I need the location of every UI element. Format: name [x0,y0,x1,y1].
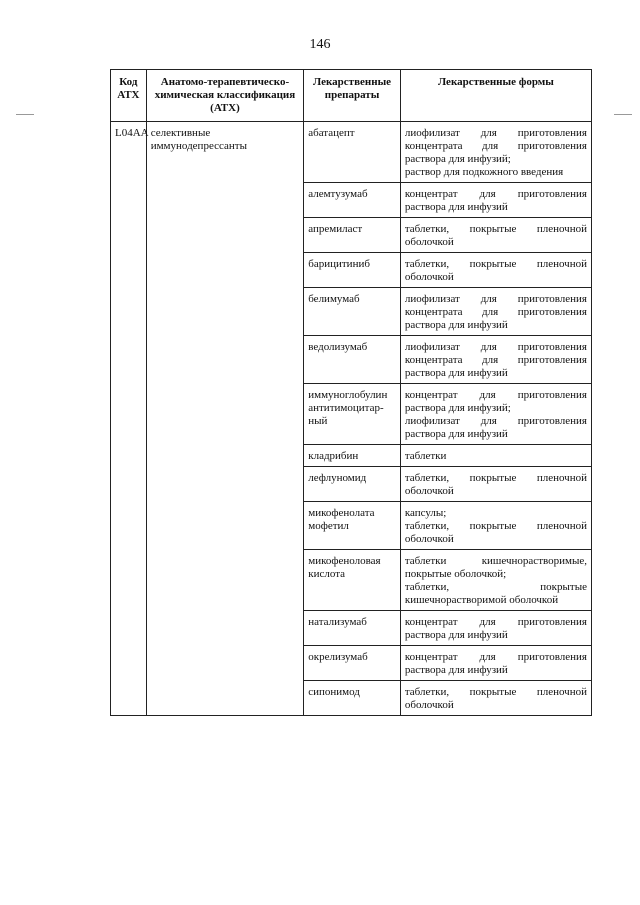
table-row [111,122,592,183]
dosage-form-cell [400,502,591,550]
dosage-form-cell [400,122,591,183]
dosage-form-entry: таблетки, покрытые пленочной оболочкой [404,258,587,283]
dosage-form-entry: таблетки кишечнорастворимые, покрытые оболочкой; [404,555,587,580]
dosage-form-entry: лиофилизат для приготовления раствора для инфузий [404,415,587,440]
dosage-form-entry: таблетки, покрытые пленочной оболочкой [404,520,587,545]
drug-name-cell [304,336,401,384]
drug-name-line: ный [308,415,328,427]
dosage-form-cell [400,445,591,467]
dosage-form-cell [400,384,591,445]
dosage-form-cell [400,218,591,253]
drug-name-cell [304,646,401,681]
left-margin-mark [16,114,34,115]
right-margin-mark [614,114,632,115]
drug-name-cell [304,384,401,445]
dosage-form-cell [400,550,591,611]
dosage-form-entry: таблетки, покрытые кишечнорастворимой оболочкой [404,581,587,606]
dosage-form-entry: раствор для подкожного введения [404,166,564,178]
drug-name-cell [304,122,401,183]
drug-name-line: микофенолата [308,507,375,519]
dosage-form-entry: концентрат для приготовления раствора для инфузий; [404,389,587,414]
drug-name-cell [304,681,401,716]
header-forms: Лекарственные формы [400,70,591,122]
drug-name-line: белимумаб [308,293,360,305]
dosage-form-cell [400,611,591,646]
header-classification: Анатомо-терапевтическо-химическая классификация (АТХ) [146,70,304,122]
dosage-form-entry: лиофилизат для приготовления концентрата для приготовления раствора для инфузий [404,341,587,379]
drug-name-line: кислота [308,568,346,580]
drug-name-cell [304,550,401,611]
dosage-form-entry: концентрат для приготовления раствора для инфузий [404,188,587,213]
drug-name-cell [304,183,401,218]
table-header-row [111,70,592,122]
dosage-form-entry: лиофилизат для приготовления концентрата для приготовления раствора для инфузий [404,293,587,331]
dosage-form-entry: концентрат для приготовления раствора для инфузий [404,651,587,676]
drug-name-cell [304,218,401,253]
drug-name-line: натализумаб [308,616,367,628]
header-drugs: Лекарственные препараты [304,70,401,122]
dosage-form-cell [400,681,591,716]
drug-name-cell [304,288,401,336]
dosage-form-entry: капсулы; [404,507,447,519]
drug-name-cell [304,502,401,550]
dosage-form-cell [400,183,591,218]
drug-name-line: мофетил [308,520,349,532]
drug-name-line: микофеноловая [308,555,381,567]
drug-name-line: иммуноглобулин [308,389,388,401]
drug-name-line: барицитиниб [308,258,370,270]
drug-name-cell [304,253,401,288]
header-code: Код АТХ [111,70,147,122]
drug-name-cell [304,611,401,646]
dosage-form-entry: таблетки, покрытые пленочной оболочкой [404,686,587,711]
drug-name-line: ведолизумаб [308,341,368,353]
table-body [111,122,592,716]
drug-name-cell [304,467,401,502]
dosage-form-cell [400,646,591,681]
drug-name-cell [304,445,401,467]
group-code-cell: L04AA [111,122,147,716]
drug-name-line: окрелизумаб [308,651,368,663]
dosage-form-entry: концентрат для приготовления раствора для инфузий [404,616,587,641]
dosage-form-cell [400,253,591,288]
drug-name-line: алемтузумаб [308,188,368,200]
group-classification-cell: селективные иммунодепрессанты [146,122,304,716]
drug-name-line: кладрибин [308,450,359,462]
dosage-form-entry: таблетки [404,450,447,462]
drug-name-line: апремиласт [308,223,363,235]
drug-name-line: абатацепт [308,127,355,139]
dosage-form-cell [400,288,591,336]
drug-name-line: лефлуномид [308,472,367,484]
dosage-form-entry: лиофилизат для приготовления концентрата для приготовления раствора для инфузий; [404,127,587,165]
atc-drug-table [110,69,592,716]
dosage-form-entry: таблетки, покрытые пленочной оболочкой [404,223,587,248]
drug-name-line: сипонимод [308,686,360,698]
page-number: 146 [309,37,331,52]
dosage-form-cell [400,467,591,502]
drug-name-line: антитимоцитар- [308,402,384,414]
dosage-form-cell [400,336,591,384]
dosage-form-entry: таблетки, покрытые пленочной оболочкой [404,472,587,497]
